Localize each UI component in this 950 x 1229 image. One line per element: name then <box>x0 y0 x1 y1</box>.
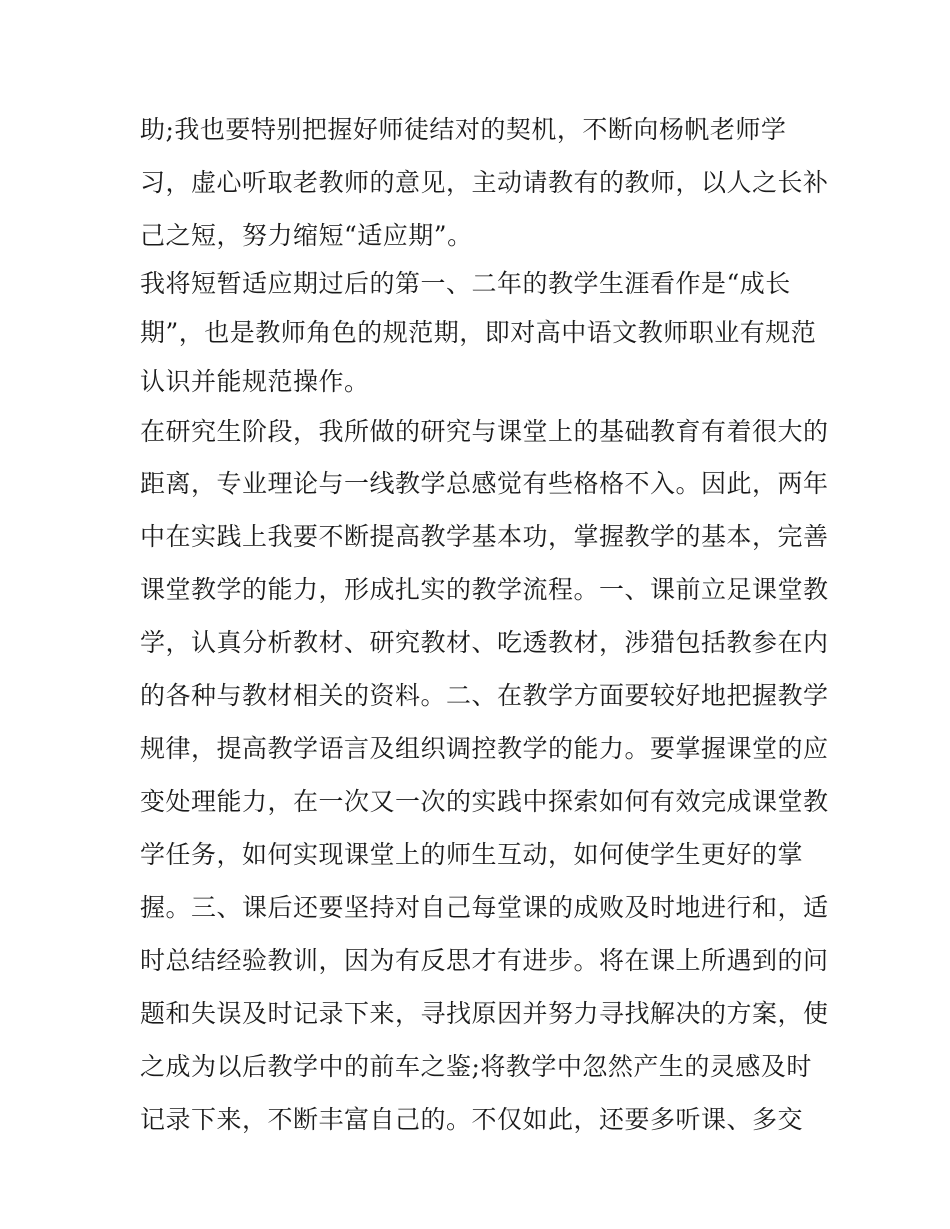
text-line: 题和失误及时记录下来，寻找原因并努力寻找解决的方案，使 <box>140 999 829 1028</box>
text-line: 助;我也要特别把握好师徒结对的契机，不断向杨帆老师学 <box>140 115 787 144</box>
text-line: 时总结经验教训，因为有反思才有进步。将在课上所遇到的问 <box>140 946 829 975</box>
text-line: 我将短暂适应期过后的第一、二年的教学生涯看作是“成长 <box>140 269 791 298</box>
text-line: 期”，也是教师角色的规范期，即对高中语文教师职业有规范 <box>140 318 817 347</box>
text-line: 习，虚心听取老教师的意见，主动请教有的教师，以人之长补 <box>140 168 829 197</box>
text-line: 规律，提高教学语言及组织调控教学的能力。要掌握课堂的应 <box>140 734 829 763</box>
text-line: 的各种与教材相关的资料。二、在教学方面要较好地把握教学 <box>140 681 829 710</box>
text-line: 记录下来，不断丰富自己的。不仅如此，还要多听课、多交 <box>140 1105 804 1134</box>
text-line: 课堂教学的能力，形成扎实的教学流程。一、课前立足课堂教 <box>140 575 829 604</box>
text-line: 学任务，如何实现课堂上的师生互动，如何使学生更好的掌 <box>140 840 804 869</box>
text-line: 距离，专业理论与一线教学总感觉有些格格不入。因此，两年 <box>140 469 829 498</box>
text-line: 之成为以后教学中的前车之鉴;将教学中忽然产生的灵感及时 <box>140 1052 812 1081</box>
text-line: 学，认真分析教材、研究教材、吃透教材，涉猎包括教参在内 <box>140 628 829 657</box>
text-line: 中在实践上我要不断提高教学基本功，掌握教学的基本，完善 <box>140 522 829 551</box>
text-line: 变处理能力，在一次又一次的实践中探索如何有效完成课堂教 <box>140 787 829 816</box>
text-line: 己之短，努力缩短“适应期”。 <box>140 221 473 250</box>
text-line: 认识并能规范操作。 <box>140 367 370 396</box>
text-line: 握。三、课后还要坚持对自己每堂课的成败及时地进行和，适 <box>140 893 829 922</box>
text-line: 在研究生阶段，我所做的研究与课堂上的基础教育有着很大的 <box>140 417 829 446</box>
